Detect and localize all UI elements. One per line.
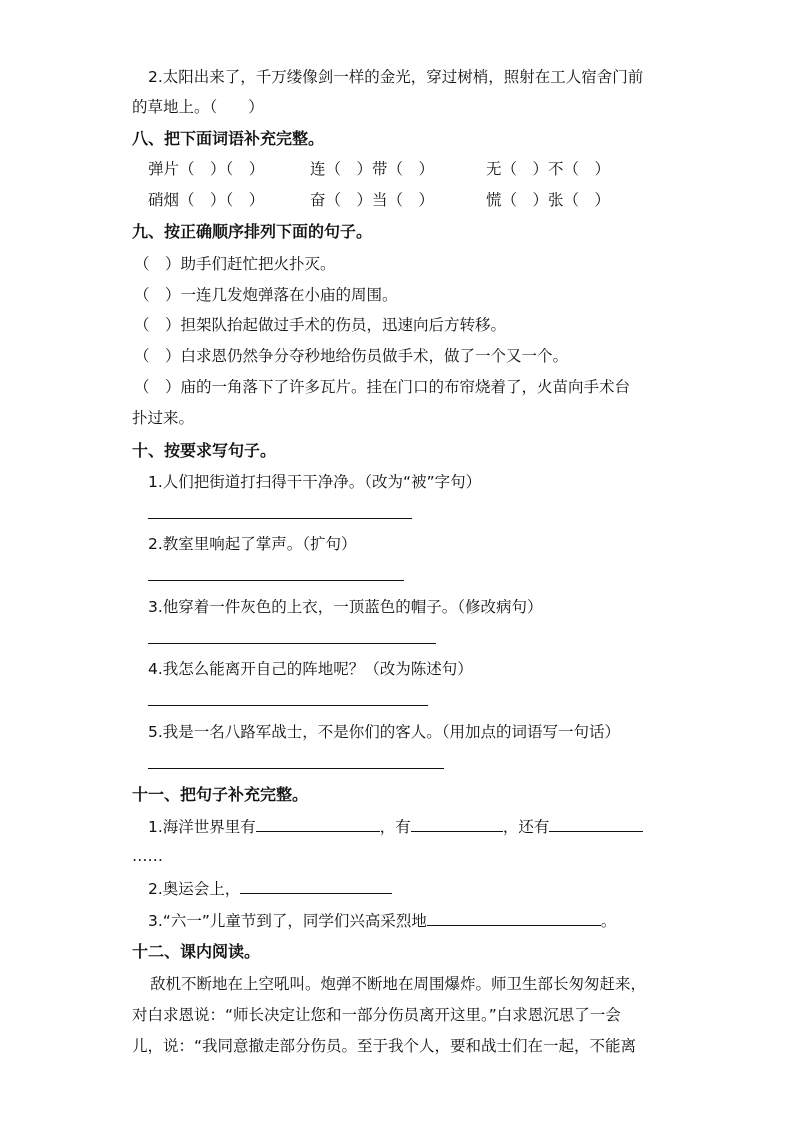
word-fill-1: 弹片（ ）（ ） bbox=[148, 160, 265, 178]
answer-line-1[interactable] bbox=[148, 518, 412, 519]
section-12-heading: 十二、课内阅读。 bbox=[132, 942, 261, 961]
question-7-2-line-1: 2.太阳出来了，千万缕像剑一样的金光，穿过树梢，照射在工人宿舍门前 bbox=[148, 68, 644, 86]
rewrite-question-5: 5.我是一名八路军战士，不是你们的客人。（用加点的词语写一句话） bbox=[148, 723, 621, 741]
word-fill-5: 奋（ ）当（ ） bbox=[310, 191, 435, 209]
reading-passage-line-2: 对白求恩说：“师长决定让您和一部分伤员离开这里。”白求恩沉思了一会 bbox=[132, 1006, 621, 1024]
order-sentence-4: （ ）白求恩仍然争分夺秒地给伤员做手术，做了一个又一个。 bbox=[134, 347, 569, 365]
section-10-heading: 十、按要求写句子。 bbox=[132, 441, 277, 460]
section-8-heading: 八、把下面词语补充完整。 bbox=[132, 129, 325, 148]
rewrite-question-4: 4.我怎么能离开自己的阵地呢？（改为陈述句） bbox=[148, 660, 473, 678]
blank-1c[interactable] bbox=[549, 815, 643, 832]
complete-sentence-1-ellipsis: …… bbox=[132, 847, 163, 865]
reading-passage-line-3: 儿，说：“我同意撤走部分伤员。至于我个人，要和战士们在一起，不能离 bbox=[132, 1037, 637, 1055]
rewrite-question-3: 3.他穿着一件灰色的上衣，一顶蓝色的帽子。（修改病句） bbox=[148, 598, 543, 616]
word-fill-4: 硝烟（ ）（ ） bbox=[148, 191, 265, 209]
rewrite-question-2: 2.教室里响起了掌声。（扩句） bbox=[148, 535, 357, 553]
blank-2[interactable] bbox=[240, 877, 392, 894]
answer-line-5[interactable] bbox=[148, 768, 444, 769]
complete-sentence-3-text: 3.“六一”儿童节到了，同学们兴高采烈地 bbox=[148, 912, 427, 930]
rewrite-question-1: 1.人们把街道打扫得干干净净。（改为“被”字句） bbox=[148, 473, 482, 491]
answer-line-3[interactable] bbox=[148, 643, 436, 644]
question-7-2-line-2: 的草地上。（ ） bbox=[132, 98, 264, 116]
answer-line-2[interactable] bbox=[148, 580, 404, 581]
complete-sentence-2 bbox=[148, 877, 392, 900]
complete-sentence-2-text: 2.奥运会上， bbox=[148, 880, 241, 898]
blank-3[interactable] bbox=[427, 909, 601, 926]
complete-sentence-1-part-a: 1.海洋世界里有 bbox=[148, 818, 256, 836]
complete-sentence-3-end: 。 bbox=[600, 912, 617, 930]
complete-sentence-1-part-b: ，有 bbox=[379, 818, 411, 836]
blank-1a[interactable] bbox=[256, 815, 380, 832]
order-sentence-2: （ ）一连几发炮弹落在小庙的周围。 bbox=[134, 286, 398, 304]
complete-sentence-1-part-c: ，还有 bbox=[502, 818, 550, 836]
answer-line-4[interactable] bbox=[148, 705, 428, 706]
blank-1b[interactable] bbox=[411, 815, 503, 832]
word-fill-3: 无（ ）不（ ） bbox=[486, 160, 611, 178]
complete-sentence-1 bbox=[148, 815, 643, 838]
word-fill-2: 连（ ）带（ ） bbox=[310, 160, 435, 178]
order-sentence-5-line-2: 扑过来。 bbox=[132, 409, 195, 427]
section-9-heading: 九、按正确顺序排列下面的句子。 bbox=[132, 222, 373, 241]
complete-sentence-3 bbox=[148, 909, 616, 932]
order-sentence-3: （ ）担架队抬起做过手术的伤员，迅速向后方转移。 bbox=[134, 316, 507, 334]
reading-passage-line-1: 敌机不断地在上空吼叫。炮弹不断地在周围爆炸。师卫生部长匆匆赶来， bbox=[150, 975, 647, 993]
order-sentence-5-line-1: （ ）庙的一角落下了许多瓦片。挂在门口的布帘烧着了，火苗向手术台 bbox=[134, 378, 631, 396]
section-11-heading: 十一、把句子补充完整。 bbox=[132, 785, 309, 804]
word-fill-6: 慌（ ）张（ ） bbox=[486, 191, 611, 209]
order-sentence-1: （ ）助手们赶忙把火扑灭。 bbox=[134, 255, 336, 273]
